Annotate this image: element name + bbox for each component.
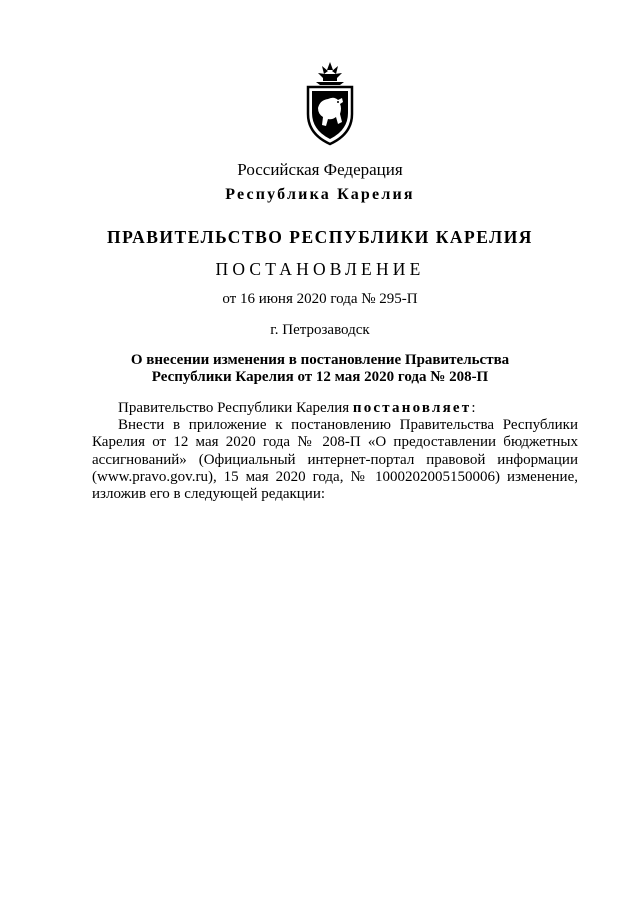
document-body <box>92 400 578 503</box>
preamble-colon: : <box>471 400 476 416</box>
document-title <box>0 352 640 386</box>
document-type: ПОСТАНОВЛЕНИЕ <box>215 259 425 279</box>
government-name: ПРАВИТЕЛЬСТВО РЕСПУБЛИКИ КАРЕЛИЯ <box>107 227 533 247</box>
republic-name: Республика Карелия <box>225 186 415 203</box>
document-date-number: от 16 июня 2020 года № 295-П <box>222 291 418 307</box>
country-name: Российская Федерация <box>237 160 403 179</box>
preamble-paragraph <box>92 400 578 417</box>
amendment-paragraph: Внести в приложение к постановлению Правительства Республики Карелия от 12 мая 2020 года № 208-П «О предоставлении бюджетных ассигнований» (Официальный интернет-портал правовой информации (www.pravo.gov.ru), 15 мая 2020 года, № 1000202005150006) изменение, изложив его в следующей редакции: <box>92 417 578 503</box>
document-city: г. Петрозаводск <box>270 322 370 338</box>
decree-word: постановляет <box>352 400 472 416</box>
document-title-line-1: О внесении изменения в постановление Правительства <box>130 352 510 368</box>
preamble-text: Правительство Республики Карелия <box>118 400 353 416</box>
karelia-coat-of-arms-icon <box>296 62 364 146</box>
document-title-line-2: Республики Карелия от 12 мая 2020 года № 208-П <box>151 369 489 385</box>
